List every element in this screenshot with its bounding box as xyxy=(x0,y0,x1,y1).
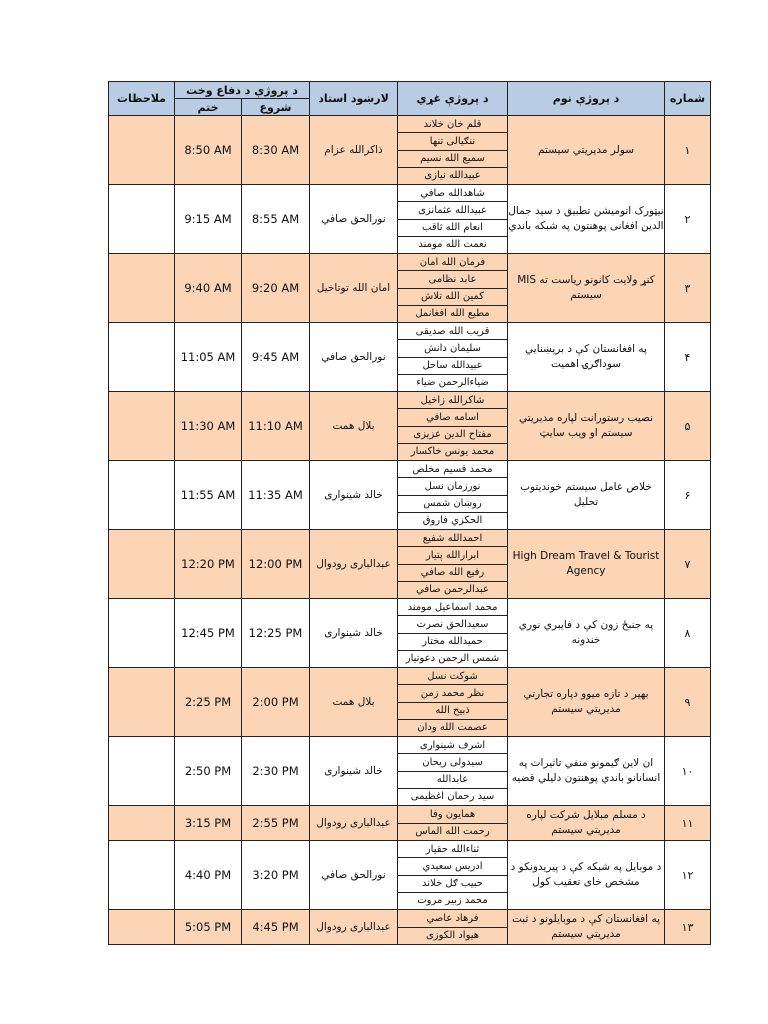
supervisor-cell: نورالحق صافي xyxy=(310,185,398,254)
start-time-cell: 12:25 PM xyxy=(242,599,310,668)
supervisor-cell: خالد شینواری xyxy=(310,461,398,530)
members-header: د پروژې غړي xyxy=(398,82,508,116)
member-name: محمد یونس خاکسار xyxy=(410,446,495,458)
defense-schedule-table xyxy=(108,81,711,945)
member-list xyxy=(398,841,507,909)
table-row xyxy=(109,668,711,737)
project-title-cell: بهیر د تازه میوو دپاره تجارتي مدیریتي سیستم xyxy=(508,668,665,737)
row-number-cell: ۱۰ xyxy=(665,737,711,806)
supervisor-cell: خالد شینواری xyxy=(310,599,398,668)
member-name: عابدالله xyxy=(398,772,507,789)
members-cell xyxy=(398,599,508,668)
project-title-cell: سولر مدیریتي سیستم xyxy=(508,116,665,185)
project-title-cell: نیټورک اتومیشن تطبیق د سید جمال الدین افغانی پوهنتون په شبکه باندي xyxy=(508,185,665,254)
table-row xyxy=(109,254,711,323)
member-name: شمس الرحمن دعوتیار xyxy=(405,653,500,665)
notes-cell xyxy=(109,841,175,910)
members-cell xyxy=(398,323,508,392)
member-name: شاهدالله صافي xyxy=(398,185,507,202)
start-time-cell: 2:30 PM xyxy=(242,737,310,806)
member-name: شاکرالله زاخیل xyxy=(398,392,507,409)
members-cell xyxy=(398,530,508,599)
end-time-cell: 11:05 AM xyxy=(175,323,242,392)
members-cell xyxy=(398,737,508,806)
member-name: حبیب ګل خلاند xyxy=(398,876,507,893)
supervisor-cell: عبدالباری رودوال xyxy=(310,910,398,945)
member-list xyxy=(398,254,507,322)
notes-cell xyxy=(109,461,175,530)
member-name: عصمت الله ودان xyxy=(417,722,488,734)
supervisor-cell: بلال همت xyxy=(310,668,398,737)
member-list xyxy=(398,530,507,598)
number-header: شماره xyxy=(665,82,711,116)
member-name: رحمت الله الماس xyxy=(415,826,490,838)
member-name: نعمت الله مومند xyxy=(418,239,487,251)
table-row xyxy=(109,461,711,530)
member-name: عابد نظامی xyxy=(398,271,507,288)
supervisor-header: لارښود استاد xyxy=(310,82,398,116)
notes-cell xyxy=(109,185,175,254)
member-name: نظر محمد زمن xyxy=(398,685,507,702)
notes-cell xyxy=(109,116,175,185)
row-number-cell: ۱ xyxy=(665,116,711,185)
end-time-cell: 12:20 PM xyxy=(175,530,242,599)
table-row xyxy=(109,806,711,841)
member-name: روښان شمس xyxy=(398,496,507,513)
start-time-cell: 8:30 AM xyxy=(242,116,310,185)
member-list xyxy=(398,185,507,253)
supervisor-cell: عبدالباری رودوال xyxy=(310,806,398,841)
project-title-cell: خلاص عامل سیستم خوندیتوب تحلیل xyxy=(508,461,665,530)
row-number-cell: ۲ xyxy=(665,185,711,254)
end-time-cell: 2:25 PM xyxy=(175,668,242,737)
start-time-cell: 2:00 PM xyxy=(242,668,310,737)
end-time-header: ختم xyxy=(175,99,242,116)
notes-cell xyxy=(109,530,175,599)
project-title-cell: په جنبځ زون کې د فایبري نوري خندونه xyxy=(508,599,665,668)
project-title-cell: د مسلم مبلایل شرکت لپاره مدیریتي سیستم xyxy=(508,806,665,841)
notes-cell xyxy=(109,392,175,461)
end-time-cell: 9:15 AM xyxy=(175,185,242,254)
member-list xyxy=(398,461,507,529)
table-body xyxy=(109,116,711,945)
member-list xyxy=(398,323,507,391)
table-header xyxy=(109,82,711,116)
member-name: همایون وفا xyxy=(398,806,507,824)
row-number-cell: ۱۲ xyxy=(665,841,711,910)
end-time-cell: 9:40 AM xyxy=(175,254,242,323)
member-name: ادریس سعیدي xyxy=(398,858,507,875)
project-title-cell: کنړ ولایت کانونو ریاست ته MIS سیستم xyxy=(508,254,665,323)
members-cell xyxy=(398,392,508,461)
member-name: مطیع الله افغانمل xyxy=(415,308,490,320)
member-name: محمد اسماعیل مومند xyxy=(398,599,507,616)
row-number-cell: ۴ xyxy=(665,323,711,392)
row-number-cell: ۸ xyxy=(665,599,711,668)
member-name: نورزمان نسل xyxy=(398,478,507,495)
member-name: کمین الله تلاش xyxy=(398,289,507,306)
member-list xyxy=(398,599,507,667)
start-time-cell: 9:45 AM xyxy=(242,323,310,392)
table-row xyxy=(109,323,711,392)
project-title-cell: د موبایل په شبکه کې د پیریدونکو د مشخص خای تعقیب کول xyxy=(508,841,665,910)
supervisor-cell: خالد شینواری xyxy=(310,737,398,806)
member-name: عبیدالله ساحل xyxy=(398,358,507,375)
member-name: سید رحمان اغظیمی xyxy=(410,791,495,803)
member-name: شوکت نسل xyxy=(398,668,507,685)
member-name: اشرف شینواری xyxy=(398,737,507,754)
member-name: حمیدالله مختار xyxy=(398,634,507,651)
member-name: هیواد الکوزی xyxy=(425,930,480,942)
end-time-cell: 11:30 AM xyxy=(175,392,242,461)
member-name: قلم خان خلاند xyxy=(398,116,507,133)
row-number-cell: ۹ xyxy=(665,668,711,737)
member-name: سلیمان دانش xyxy=(398,340,507,357)
notes-header: ملاحظات xyxy=(109,82,175,116)
member-name: عبدالرحمن صافي xyxy=(416,584,489,596)
row-number-cell: ۱۳ xyxy=(665,910,711,945)
row-number-cell: ۱۱ xyxy=(665,806,711,841)
member-name: الحکزي فاروق xyxy=(422,515,483,527)
supervisor-cell: بلال همت xyxy=(310,392,398,461)
member-name: سمیع الله نسیم xyxy=(398,151,507,168)
project-title-cell: په افغانستان کې د بریښنایي سوداګرۍ اهمیت xyxy=(508,323,665,392)
member-name: محمد زبیر مروت xyxy=(417,895,488,907)
member-list xyxy=(398,668,507,736)
member-name: ذبیح الله xyxy=(398,703,507,720)
end-time-cell: 11:55 AM xyxy=(175,461,242,530)
member-name: فرمان الله امان xyxy=(398,254,507,271)
member-name: ابرارالله پتیار xyxy=(398,547,507,564)
member-name: ثناءالله حقیار xyxy=(398,841,507,858)
member-name: ننګیالی تنها xyxy=(398,133,507,150)
start-time-cell: 2:55 PM xyxy=(242,806,310,841)
supervisor-cell: نورالحق صافي xyxy=(310,323,398,392)
members-cell xyxy=(398,461,508,530)
table-row xyxy=(109,599,711,668)
notes-cell xyxy=(109,599,175,668)
members-cell xyxy=(398,806,508,841)
notes-cell xyxy=(109,737,175,806)
project-title-cell: نصیب رستورانت لپاره مدیریتي سیستم او ویب سایټ xyxy=(508,392,665,461)
member-name: عبیدالله عثمانزی xyxy=(398,202,507,219)
end-time-cell: 2:50 PM xyxy=(175,737,242,806)
row-number-cell: ۶ xyxy=(665,461,711,530)
row-number-cell: ۳ xyxy=(665,254,711,323)
members-cell xyxy=(398,841,508,910)
members-cell xyxy=(398,668,508,737)
member-name: انعام الله ثاقب xyxy=(398,220,507,237)
member-list xyxy=(398,392,507,460)
member-list xyxy=(398,737,507,805)
defense-time-header: د پروژې د دفاع وخت xyxy=(175,82,310,99)
start-time-cell: 11:35 AM xyxy=(242,461,310,530)
notes-cell xyxy=(109,254,175,323)
start-time-cell: 8:55 AM xyxy=(242,185,310,254)
end-time-cell: 4:40 PM xyxy=(175,841,242,910)
start-time-cell: 9:20 AM xyxy=(242,254,310,323)
supervisor-cell: نورالحق صافي xyxy=(310,841,398,910)
member-name: فرهاد عاصي xyxy=(398,910,507,928)
member-name: رفیع الله صافي xyxy=(398,565,507,582)
table-row xyxy=(109,392,711,461)
member-name: عبیدالله نیازی xyxy=(424,170,481,182)
table-row xyxy=(109,737,711,806)
member-name: سیدولی ریحان xyxy=(398,754,507,771)
table-row xyxy=(109,185,711,254)
members-cell xyxy=(398,116,508,185)
start-time-cell: 3:20 PM xyxy=(242,841,310,910)
notes-cell xyxy=(109,806,175,841)
table-row xyxy=(109,530,711,599)
member-list xyxy=(398,910,507,944)
notes-cell xyxy=(109,668,175,737)
member-name: اسامه صافي xyxy=(398,409,507,426)
end-time-cell: 5:05 PM xyxy=(175,910,242,945)
member-list xyxy=(398,806,507,840)
supervisor-cell: امان الله توتاخیل xyxy=(310,254,398,323)
project-title-cell: ان لاین ګیمونو منفي تاثیرات په انسانانو باندي پوهنتون دلیلي قضیه xyxy=(508,737,665,806)
member-name: محمد قسیم مخلص xyxy=(398,461,507,478)
row-number-cell: ۵ xyxy=(665,392,711,461)
members-cell xyxy=(398,185,508,254)
project-title-header: د پروژې نوم xyxy=(508,82,665,116)
notes-cell xyxy=(109,910,175,945)
supervisor-cell: عبدالباری رودوال xyxy=(310,530,398,599)
member-name: قریب الله صدیقی xyxy=(398,323,507,340)
row-number-cell: ۷ xyxy=(665,530,711,599)
project-title-cell: High Dream Travel & Tourist Agency xyxy=(508,530,665,599)
end-time-cell: 3:15 PM xyxy=(175,806,242,841)
start-time-cell: 12:00 PM xyxy=(242,530,310,599)
table-row xyxy=(109,910,711,945)
start-time-cell: 4:45 PM xyxy=(242,910,310,945)
supervisor-cell: ذاکرالله عزام xyxy=(310,116,398,185)
members-cell xyxy=(398,910,508,945)
project-title-cell: په افغانستان کې د موبایلونو د ثبت مدیریتي سیستم xyxy=(508,910,665,945)
member-name: احمدالله شفیع xyxy=(398,530,507,547)
member-name: مفتاح الدین عزیزی xyxy=(398,427,507,444)
member-list xyxy=(398,116,507,184)
end-time-cell: 8:50 AM xyxy=(175,116,242,185)
member-name: ضیاءالرحمن ضیاء xyxy=(416,377,489,389)
start-time-header: شروع xyxy=(242,99,310,116)
end-time-cell: 12:45 PM xyxy=(175,599,242,668)
start-time-cell: 11:10 AM xyxy=(242,392,310,461)
members-cell xyxy=(398,254,508,323)
notes-cell xyxy=(109,323,175,392)
table-row xyxy=(109,841,711,910)
table-row xyxy=(109,116,711,185)
member-name: سعیدالحق نصرت xyxy=(398,616,507,633)
